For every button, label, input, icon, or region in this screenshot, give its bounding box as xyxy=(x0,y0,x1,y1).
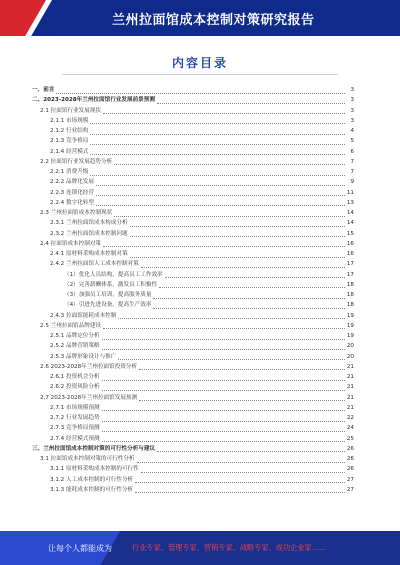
toc-entry-label: 2.7.2 行业发展趋势 xyxy=(50,415,100,422)
toc-entry-page: 7 xyxy=(350,169,354,176)
toc-entry-label: （2）完善薪酬体系，激发员工积极性 xyxy=(64,281,158,288)
toc-entry-page: 21 xyxy=(346,374,354,381)
toc-entry[interactable] xyxy=(32,362,354,372)
toc-entry-label: 2.4.3 拉面馆能耗成本控制 xyxy=(50,312,117,319)
toc-entry[interactable] xyxy=(32,126,354,136)
toc-entry[interactable] xyxy=(32,434,354,444)
toc-entry-page: 18 xyxy=(346,302,354,309)
toc-entry[interactable] xyxy=(32,382,354,392)
toc-entry[interactable] xyxy=(32,331,354,341)
toc-entry-label: 2.7 2023-2028年兰州拉面馆发展预测 xyxy=(40,394,138,401)
toc-entry-page: 26 xyxy=(346,466,354,473)
toc-leader-dots xyxy=(135,476,345,483)
toc-entry-page: 4 xyxy=(350,128,354,135)
toc-entry-label: 2.5.2 品牌营销策略 xyxy=(50,343,100,350)
toc-entry[interactable] xyxy=(32,106,354,116)
toc-entry-label: 2.7.3 竞争格局预测 xyxy=(50,425,100,432)
toc-entry-label: 3.1.1 原材料采购成本控制的可行性 xyxy=(50,466,139,473)
toc-entry[interactable] xyxy=(32,423,354,433)
toc-leader-dots xyxy=(159,281,345,288)
toc-entry-label: 2.1.3 竞争格局 xyxy=(50,138,89,145)
toc-entry[interactable] xyxy=(32,485,354,495)
toc-entry-page: 19 xyxy=(346,312,354,319)
report-title: 兰州拉面馆成本控制对策研究报告 xyxy=(112,13,315,28)
toc-entry-label: 2.3 兰州拉面馆成本控制现状 xyxy=(40,210,113,217)
toc-leader-dots xyxy=(130,251,345,258)
toc-leader-dots xyxy=(141,466,345,473)
toc-entry[interactable] xyxy=(32,403,354,413)
toc-entry[interactable] xyxy=(32,177,354,187)
toc-entry-label: 2.7.4 经营模式预测 xyxy=(50,435,100,442)
toc-entry-page: 21 xyxy=(346,384,354,391)
toc-leader-dots xyxy=(137,456,345,463)
toc-entry-label: 2.2.2 品牌化发展 xyxy=(50,179,94,186)
toc-entry[interactable] xyxy=(32,259,354,269)
toc-entry[interactable] xyxy=(32,454,354,464)
toc-leader-dots xyxy=(90,128,345,135)
toc-leader-dots xyxy=(118,353,345,360)
toc-entry[interactable] xyxy=(32,341,354,351)
toc-entry-label: 2.1.2 行业结构 xyxy=(50,128,89,135)
toc-entry-page: 24 xyxy=(346,425,354,432)
toc-entry-label: 3.1 拉面馆成本控制对策的可行性分析 xyxy=(40,456,135,463)
toc-leader-dots xyxy=(96,199,345,206)
toc-entry-label: 2.4.2 兰州拉面馆人工成本控制对策 xyxy=(50,261,139,268)
toc-leader-dots xyxy=(90,138,345,145)
toc-leader-dots xyxy=(96,189,345,196)
toc-entry-page: 13 xyxy=(346,199,354,206)
toc-entry-page: 16 xyxy=(346,240,354,247)
toc-entry[interactable] xyxy=(32,352,354,362)
toc-entry[interactable] xyxy=(32,464,354,474)
toc-entry-page: 9 xyxy=(350,179,354,186)
toc-entry-label: 3.1.3 能耗成本控制的可行性分析 xyxy=(50,486,134,493)
toc-entry[interactable] xyxy=(32,188,354,198)
toc-entry[interactable] xyxy=(32,85,354,95)
toc-entry[interactable] xyxy=(32,136,354,146)
toc-leader-dots xyxy=(102,384,345,391)
toc-leader-dots xyxy=(103,107,345,114)
toc-entry-page: 15 xyxy=(346,230,354,237)
header-banner xyxy=(0,0,400,36)
toc-entry[interactable] xyxy=(32,218,354,228)
toc-entry[interactable] xyxy=(32,372,354,382)
toc-entry[interactable] xyxy=(32,147,354,157)
toc-entry-page: 3 xyxy=(350,117,354,124)
toc-leader-dots xyxy=(102,435,345,442)
toc-entry-page: 21 xyxy=(346,394,354,401)
toc-entry-label: 2.2.4 数字化转型 xyxy=(50,199,94,206)
toc-entry-label: 2.1.1 市场规模 xyxy=(50,117,89,124)
toc-entry-page: 26 xyxy=(346,445,354,452)
toc-entry-label: 2.3.2 兰州拉面馆成本控制问题 xyxy=(50,230,128,237)
footer-tagline: 行业专家、管理专家、营销专家、战略专家、成功企业家…… xyxy=(132,543,327,552)
toc-entry-label: 2.3.1 兰州拉面馆成本构成分析 xyxy=(50,220,128,227)
footer-banner xyxy=(0,531,400,565)
toc-heading: 内容目录 xyxy=(171,56,228,70)
toc-entry-page: 26 xyxy=(346,456,354,463)
toc-leader-dots xyxy=(139,394,345,401)
toc-entry-page: 17 xyxy=(346,271,354,278)
toc-entry-label: 2.7.1 市场规模预测 xyxy=(50,404,100,411)
toc-leader-dots xyxy=(90,117,345,124)
toc-leader-dots xyxy=(102,415,345,422)
toc-entry-page: 21 xyxy=(346,363,354,370)
toc-entry-page: 20 xyxy=(346,343,354,350)
toc-entry-label: 2.4.1 原材料采购成本控制对策 xyxy=(50,251,128,258)
toc-entry-label: 3.1.2 人工成本控制的可行性分析 xyxy=(50,476,134,483)
toc-entry-page: 27 xyxy=(346,476,354,483)
toc-leader-dots xyxy=(102,374,345,381)
toc-entry-page: 20 xyxy=(346,353,354,360)
toc-leader-dots xyxy=(90,148,345,155)
toc-entry[interactable] xyxy=(32,167,354,177)
toc-leader-dots xyxy=(96,179,345,186)
toc-entry-page: 16 xyxy=(346,251,354,258)
toc-entry[interactable] xyxy=(32,475,354,485)
toc-entry-page: 18 xyxy=(346,292,354,299)
toc-entry-page: 22 xyxy=(346,415,354,422)
toc-entry-page: 3 xyxy=(350,107,354,114)
toc-leader-dots xyxy=(153,292,345,299)
toc-leader-dots xyxy=(90,169,345,176)
footer-slogan: 让每个人都能成为 xyxy=(48,544,112,553)
toc-entry[interactable] xyxy=(32,311,354,321)
toc-entry-label: 2.2.1 消费升级 xyxy=(50,169,89,176)
toc-entry-label: 2.2.3 连锁化经营 xyxy=(50,189,94,196)
toc-entry[interactable] xyxy=(32,229,354,239)
toc-entry-label: 2.5.3 品牌形象设计与推广 xyxy=(50,353,117,360)
toc-leader-dots xyxy=(141,261,345,268)
toc-entry-label: 2.5 兰州拉面馆品牌建设 xyxy=(40,322,102,329)
toc-entry[interactable] xyxy=(32,239,354,249)
toc-leader-dots xyxy=(135,486,345,493)
toc-entry[interactable] xyxy=(32,198,354,208)
toc-entry[interactable] xyxy=(32,116,354,126)
toc-leader-dots xyxy=(139,363,345,370)
toc-leader-dots xyxy=(103,322,345,329)
toc-entry-label: 2.1 拉面馆行业发展现状 xyxy=(40,107,102,114)
toc-entry-label: 2.1.4 经营模式 xyxy=(50,148,89,155)
toc-entry[interactable] xyxy=(32,393,354,403)
toc-leader-dots xyxy=(157,97,345,104)
toc-entry[interactable] xyxy=(32,157,354,167)
toc-entry[interactable] xyxy=(32,290,354,300)
toc-entry-page: 27 xyxy=(346,486,354,493)
toc-entry-page: 5 xyxy=(350,138,354,145)
toc-entry[interactable] xyxy=(32,300,354,310)
toc-entry-label: 2.6 2023-2028年兰州拉面馆投资分析 xyxy=(40,363,138,370)
toc-entry-label: 2.6.1 投资机会分析 xyxy=(50,374,100,381)
toc-entry[interactable] xyxy=(32,321,354,331)
toc-entry-page: 3 xyxy=(350,87,354,94)
toc-entry-label: （4）引进先进设备，提高生产效率 xyxy=(64,302,152,309)
toc-leader-dots xyxy=(165,271,345,278)
toc-leader-dots xyxy=(118,312,345,319)
toc-entry-page: 6 xyxy=(350,148,354,155)
toc-entry-page: 17 xyxy=(346,261,354,268)
toc-entry-label: 2.4 拉面馆成本控制对策 xyxy=(40,240,102,247)
toc-entry[interactable] xyxy=(32,249,354,259)
toc-entry-label: （3）加强员工培训，提高服务质量 xyxy=(64,292,152,299)
toc-entry[interactable] xyxy=(32,270,354,280)
toc-entry[interactable] xyxy=(32,208,354,218)
toc-entry-page: 18 xyxy=(346,281,354,288)
toc-entry-label: 2.6.2 投资风险分析 xyxy=(50,384,100,391)
toc-leader-dots xyxy=(130,220,345,227)
toc-entry[interactable] xyxy=(32,95,354,105)
toc-entry-label: 2.2 拉面馆行业发展趋势分析 xyxy=(40,158,113,165)
toc-entry-label: 一、前言 xyxy=(32,87,55,94)
toc-leader-dots xyxy=(102,343,345,350)
toc-leader-dots xyxy=(102,425,345,432)
toc-leader-dots xyxy=(103,240,345,247)
toc-entry[interactable] xyxy=(32,280,354,290)
table-of-contents xyxy=(32,85,354,495)
toc-entry-label: 二、2023-2028年兰州拉面馆行业发展前景预测 xyxy=(32,97,155,104)
toc-leader-dots xyxy=(114,210,345,217)
toc-leader-dots xyxy=(114,158,345,165)
toc-entry-page: 19 xyxy=(346,333,354,340)
toc-entry[interactable] xyxy=(32,444,354,454)
toc-entry-label: 2.5.1 品牌定位分析 xyxy=(50,333,100,340)
toc-leader-dots xyxy=(130,230,345,237)
toc-entry[interactable] xyxy=(32,413,354,423)
toc-entry-page: 21 xyxy=(346,404,354,411)
toc-entry-page: 3 xyxy=(350,97,354,104)
toc-entry-page: 14 xyxy=(346,220,354,227)
toc-entry-label: 三、兰州拉面馆成本控制对策的可行性分析与建议 xyxy=(32,445,156,452)
toc-leader-dots xyxy=(157,445,345,452)
toc-entry-page: 19 xyxy=(346,322,354,329)
toc-leader-dots xyxy=(102,333,345,340)
toc-entry-page: 25 xyxy=(346,435,354,442)
toc-entry-page: 7 xyxy=(350,158,354,165)
toc-leader-dots xyxy=(102,404,345,411)
toc-leader-dots xyxy=(56,87,345,94)
heading-divider xyxy=(62,74,338,75)
toc-entry-page: 14 xyxy=(346,210,354,217)
toc-leader-dots xyxy=(153,302,345,309)
toc-entry-page: 11 xyxy=(346,189,354,196)
toc-entry-label: （1）优化人员结构，提高员工工作效率 xyxy=(64,271,163,278)
